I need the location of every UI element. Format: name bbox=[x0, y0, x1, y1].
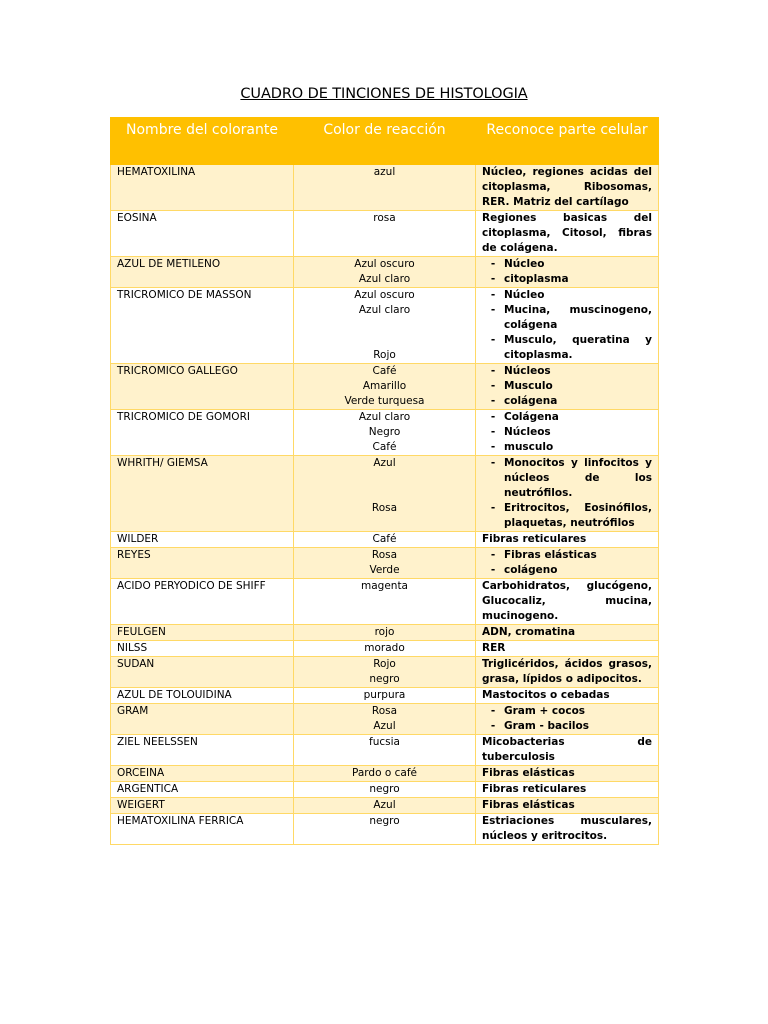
cell-part: Fibras elásticas bbox=[476, 798, 659, 814]
cell-part: Núcleo, regiones acidas del citoplasma, Ribosomas, RER. Matriz del cartílago bbox=[476, 165, 659, 211]
stain-name: GRAM bbox=[111, 704, 294, 735]
stain-name: ORCEINA bbox=[111, 766, 294, 782]
stain-name: SUDAN bbox=[111, 657, 294, 688]
reaction-color: negro bbox=[294, 782, 476, 798]
stain-name: ZIEL NEELSSEN bbox=[111, 735, 294, 766]
stain-name: TRICROMICO DE GOMORI bbox=[111, 410, 294, 456]
reaction-color: Azul oscuro Azul claro Rojo bbox=[294, 288, 476, 364]
cell-part: - Gram + cocos - Gram - bacilos bbox=[476, 704, 659, 735]
reaction-color: rojo bbox=[294, 625, 476, 641]
table-row bbox=[111, 735, 659, 766]
table-row bbox=[111, 456, 659, 532]
stain-name: HEMATOXILINA FERRICA bbox=[111, 814, 294, 845]
table-row bbox=[111, 641, 659, 657]
table-row bbox=[111, 165, 659, 211]
reaction-color: rosa bbox=[294, 211, 476, 257]
cell-part: Fibras reticulares bbox=[476, 782, 659, 798]
cell-part: Fibras elásticas bbox=[476, 766, 659, 782]
stain-name: WHRITH/ GIEMSA bbox=[111, 456, 294, 532]
stain-name: ACIDO PERYODICO DE SHIFF bbox=[111, 579, 294, 625]
table-row bbox=[111, 211, 659, 257]
table-row bbox=[111, 257, 659, 288]
table-row bbox=[111, 798, 659, 814]
header-colorant-name: Nombre del colorante bbox=[111, 118, 294, 165]
table-row bbox=[111, 782, 659, 798]
stain-name: NILSS bbox=[111, 641, 294, 657]
reaction-color: Rosa Azul bbox=[294, 704, 476, 735]
stain-name: EOSINA bbox=[111, 211, 294, 257]
stain-name: FEULGEN bbox=[111, 625, 294, 641]
reaction-color: Café Amarillo Verde turquesa bbox=[294, 364, 476, 410]
stain-name: REYES bbox=[111, 548, 294, 579]
stain-name: AZUL DE METILENO bbox=[111, 257, 294, 288]
stain-name: TRICROMICO GALLEGO bbox=[111, 364, 294, 410]
table-row bbox=[111, 548, 659, 579]
cell-part: Micobacterias de tuberculosis bbox=[476, 735, 659, 766]
cell-part: - Núcleos - Musculo - colágena bbox=[476, 364, 659, 410]
cell-part: Carbohidratos, glucógeno, Glucocaliz, mucina, mucinogeno. bbox=[476, 579, 659, 625]
reaction-color: negro bbox=[294, 814, 476, 845]
reaction-color: fucsia bbox=[294, 735, 476, 766]
stain-table bbox=[110, 117, 659, 845]
reaction-color: Pardo o café bbox=[294, 766, 476, 782]
table-row bbox=[111, 704, 659, 735]
cell-part: - Colágena - Núcleos - musculo bbox=[476, 410, 659, 456]
cell-part: Estriaciones musculares, núcleos y eritrocitos. bbox=[476, 814, 659, 845]
cell-part: Fibras reticulares bbox=[476, 532, 659, 548]
reaction-color: morado bbox=[294, 641, 476, 657]
reaction-color: Azul claro Negro Café bbox=[294, 410, 476, 456]
reaction-color: Azul Rosa bbox=[294, 456, 476, 532]
header-reaction-color: Color de reacción bbox=[294, 118, 476, 165]
table-header-row bbox=[111, 118, 659, 165]
header-cell-part: Reconoce parte celular bbox=[476, 118, 659, 165]
table-row bbox=[111, 625, 659, 641]
stain-name: HEMATOXILINA bbox=[111, 165, 294, 211]
reaction-color: azul bbox=[294, 165, 476, 211]
reaction-color: Café bbox=[294, 532, 476, 548]
cell-part: - Monocitos y linfocitos y núcleos de los neutrófilos. - Eritrocitos, Eosinófilos, plaquetas, neutrófilos bbox=[476, 456, 659, 532]
cell-part: Triglicéridos, ácidos grasos, grasa, lípidos o adipocitos. bbox=[476, 657, 659, 688]
table-row bbox=[111, 657, 659, 688]
page-title: CUADRO DE TINCIONES DE HISTOLOGIA bbox=[240, 86, 528, 102]
reaction-color: purpura bbox=[294, 688, 476, 704]
cell-part: - Fibras elásticas - colágeno bbox=[476, 548, 659, 579]
table-row bbox=[111, 579, 659, 625]
table-row bbox=[111, 688, 659, 704]
stain-name: TRICROMICO DE MASSON bbox=[111, 288, 294, 364]
table-row bbox=[111, 364, 659, 410]
cell-part: Regiones basicas del citoplasma, Citosol, fibras de colágena. bbox=[476, 211, 659, 257]
table-row bbox=[111, 532, 659, 548]
stain-name: WILDER bbox=[111, 532, 294, 548]
stain-name: WEIGERT bbox=[111, 798, 294, 814]
cell-part: - Núcleo - Mucina, muscinogeno, colágena - Musculo, queratina y citoplasma. bbox=[476, 288, 659, 364]
cell-part: RER bbox=[476, 641, 659, 657]
reaction-color: Azul bbox=[294, 798, 476, 814]
reaction-color: Azul oscuro Azul claro bbox=[294, 257, 476, 288]
stain-name: AZUL DE TOLOUIDINA bbox=[111, 688, 294, 704]
reaction-color: magenta bbox=[294, 579, 476, 625]
cell-part: Mastocitos o cebadas bbox=[476, 688, 659, 704]
reaction-color: Rosa Verde bbox=[294, 548, 476, 579]
cell-part: ADN, cromatina bbox=[476, 625, 659, 641]
table-row bbox=[111, 410, 659, 456]
stain-name: ARGENTICA bbox=[111, 782, 294, 798]
table-row bbox=[111, 766, 659, 782]
reaction-color: Rojo negro bbox=[294, 657, 476, 688]
table-row bbox=[111, 814, 659, 845]
cell-part: - Núcleo - citoplasma bbox=[476, 257, 659, 288]
table-row bbox=[111, 288, 659, 364]
